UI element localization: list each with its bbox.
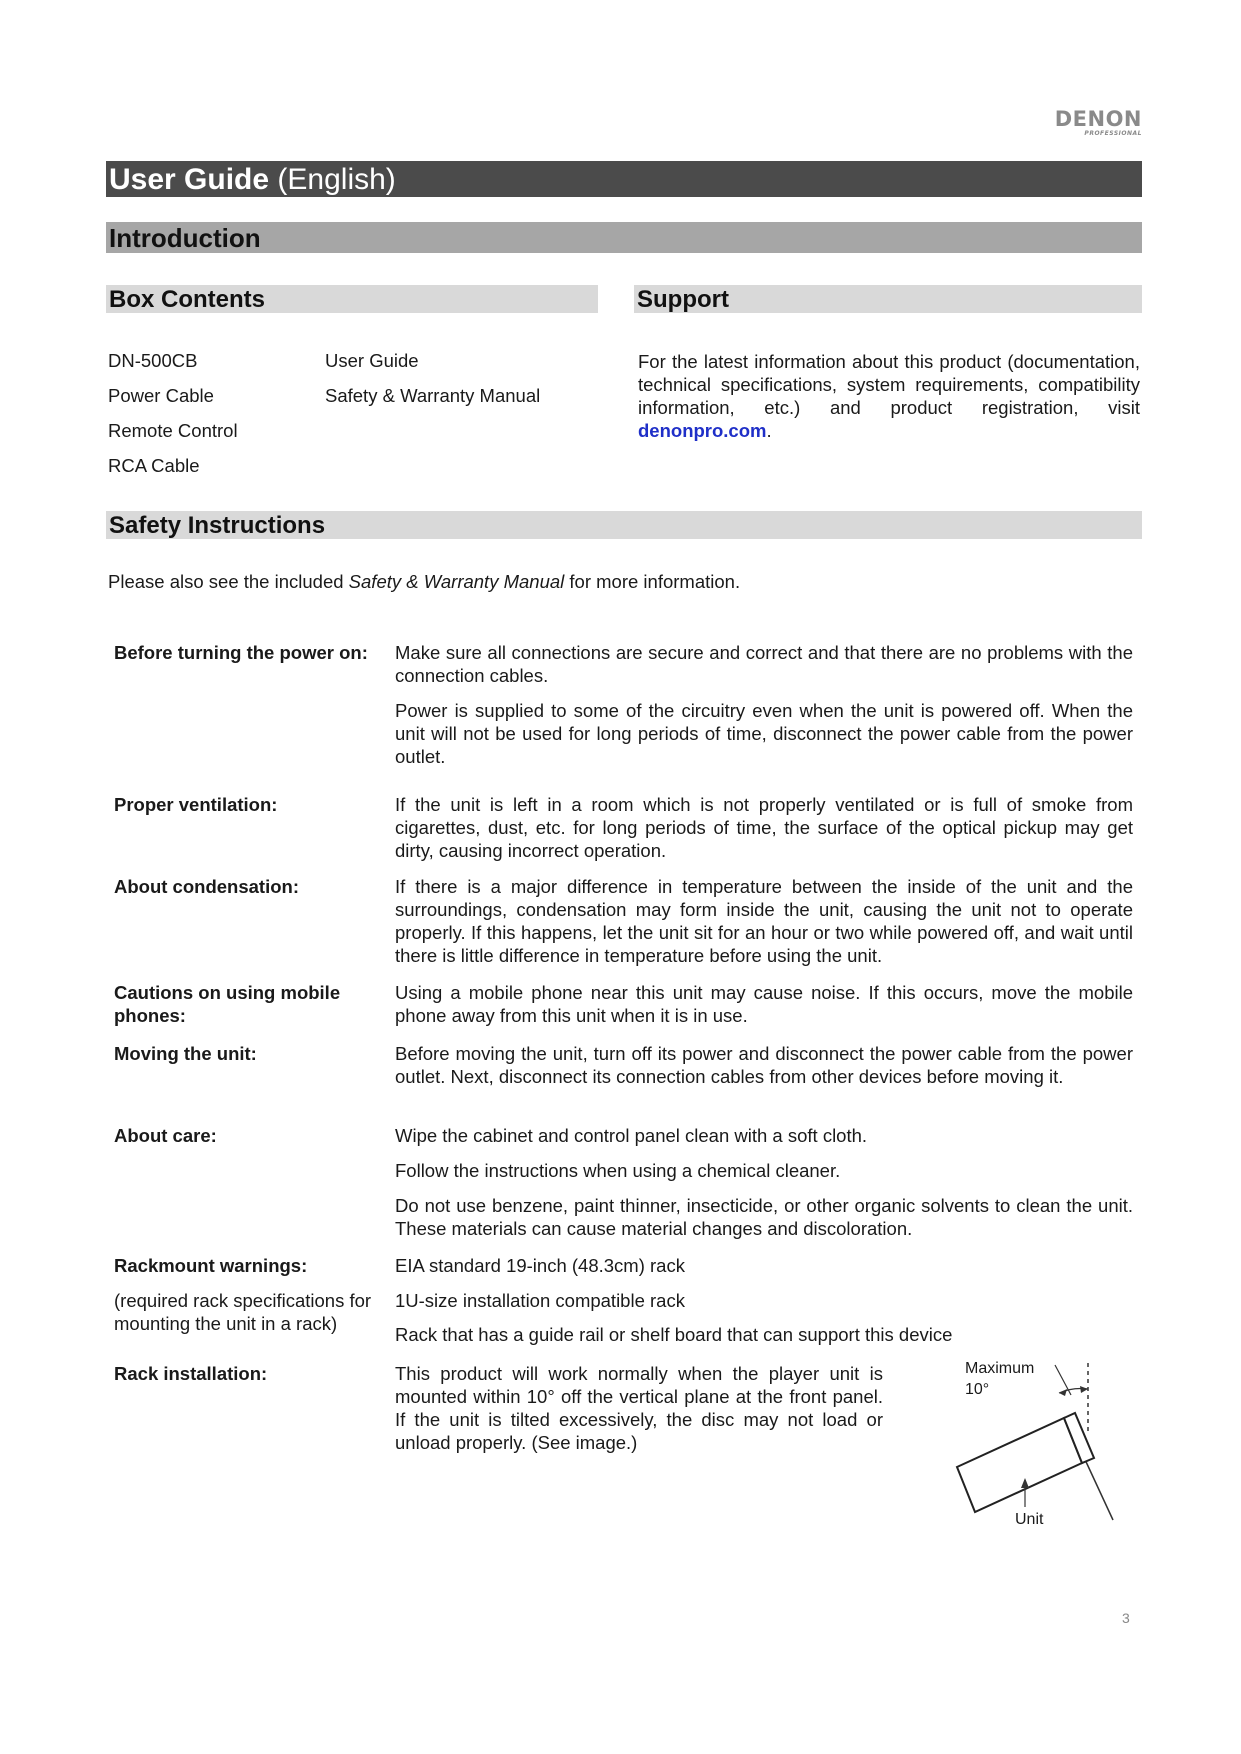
box-item: Safety & Warranty Manual [325, 385, 541, 406]
rack-tilt-diagram [955, 1355, 1135, 1537]
moving-unit-description [395, 1042, 1133, 1100]
logo-brand-name: DENON [1054, 107, 1142, 131]
page-number: 3 [1122, 1610, 1130, 1626]
care-paragraph: Follow the instructions when using a chemical cleaner. [395, 1160, 841, 1181]
safety-note [108, 571, 740, 593]
box-contents-column-1 [108, 349, 238, 489]
ventilation-label: Proper ventilation: [114, 794, 278, 815]
power-on-paragraph: Make sure all connections are secure and correct and that there are no problems with the connection cables. [395, 642, 1133, 686]
care-paragraph: Do not use benzene, paint thinner, insecticide, or other organic solvents to clean the unit. These materials can cause material changes and discoloration. [395, 1195, 1133, 1239]
box-item: User Guide [325, 350, 419, 371]
power-on-description [395, 641, 1133, 780]
ventilation-paragraph: If the unit is left in a room which is not properly ventilated or is full of smoke from cigarettes, dust, etc. for long periods of time, the surface of the optical pickup may get dirty, causing incorrect operation. [395, 794, 1133, 861]
care-paragraph: Wipe the cabinet and control panel clean with a soft cloth. [395, 1125, 868, 1146]
care-label: About care: [114, 1125, 217, 1146]
leader-line [1055, 1365, 1071, 1395]
condensation-paragraph: If there is a major difference in temperature between the inside of the unit and the surroundings, condensation may form inside the unit, causing the unit not to operate properly. If this happens, let the unit sit for an hour or two while powered off, and wait until there is little difference in temperature before using the unit. [395, 876, 1133, 966]
diagram-angle-label: 10° [965, 1381, 990, 1398]
denon-logo [1052, 108, 1142, 138]
moving-unit-paragraph: Before moving the unit, turn off its power and disconnect the power cable from the power outlet. Next, disconnect its connection cables from other devices before moving it. [395, 1043, 1133, 1087]
page-title [106, 161, 1142, 197]
page-title-language: (English) [277, 163, 396, 196]
rackmount-description [395, 1254, 1133, 1346]
safety-note-manual: Safety & Warranty Manual [348, 571, 565, 592]
mobile-phones-label: Cautions on using mobile phones: [114, 982, 341, 1026]
mobile-phones-paragraph: Using a mobile phone near this unit may cause noise. If this occurs, move the mobile phone away from this unit when it is in use. [395, 982, 1133, 1026]
diagram-unit-label: Unit [1015, 1511, 1044, 1528]
logo-brand-sub: PROFESSIONAL [1084, 130, 1142, 137]
rackmount-label: Rackmount warnings: [114, 1255, 308, 1276]
diagram-maximum-label: Maximum [965, 1360, 1035, 1377]
box-item: RCA Cable [108, 455, 200, 476]
power-on-paragraph: Power is supplied to some of the circuitry even when the unit is powered off. When the unit will not be used for long periods of time, disconnect the power cable from the power outlet. [395, 700, 1133, 767]
rack-installation-label: Rack installation: [114, 1363, 268, 1384]
mobile-phones-description [395, 981, 1133, 1039]
introduction-heading: Introduction [106, 222, 1142, 253]
rack-installation-description: This product will work normally when the player unit is mounted within 10° off the vertical plane at the front panel. If the unit is tilted excessively, the disc may not load or unload properly. (See image.) [395, 1363, 883, 1453]
box-contents-heading: Box Contents [106, 285, 598, 313]
support-end: . [766, 420, 772, 441]
safety-note-post: for more information. [564, 571, 741, 592]
condensation-description [395, 875, 1133, 979]
rackmount-sublabel: (required rack specifications for mounting the unit in a rack) [114, 1290, 372, 1334]
care-description [395, 1124, 1133, 1252]
condensation-label: About condensation: [114, 876, 299, 897]
safety-instructions-heading: Safety Instructions [106, 511, 1142, 539]
unit-body-outline [957, 1418, 1082, 1512]
safety-note-pre: Please also see the included [108, 571, 349, 592]
box-contents-column-2 [325, 349, 540, 419]
angle-arrow-right [1080, 1386, 1088, 1393]
box-item: DN-500CB [108, 350, 198, 371]
rackmount-item: EIA standard 19-inch (48.3cm) rack [395, 1255, 685, 1276]
moving-unit-label: Moving the unit: [114, 1043, 257, 1064]
box-item: Power Cable [108, 385, 214, 406]
page-title-main: User Guide [109, 163, 270, 196]
rackmount-item: Rack that has a guide rail or shelf board that can support this device [395, 1324, 953, 1345]
support-body: For the latest information about this product (documentation, technical specifications, system requirements, compatibility information, etc.) and product registration, visit [638, 351, 1140, 418]
support-heading: Support [634, 285, 1142, 313]
ventilation-description [395, 793, 1133, 874]
support-link[interactable]: denonpro.com [638, 420, 767, 441]
box-item: Remote Control [108, 420, 238, 441]
support-text [638, 350, 1140, 442]
power-on-label: Before turning the power on: [114, 642, 368, 663]
angle-arrow-left [1059, 1389, 1067, 1396]
rackmount-item: 1U-size installation compatible rack [395, 1290, 685, 1311]
